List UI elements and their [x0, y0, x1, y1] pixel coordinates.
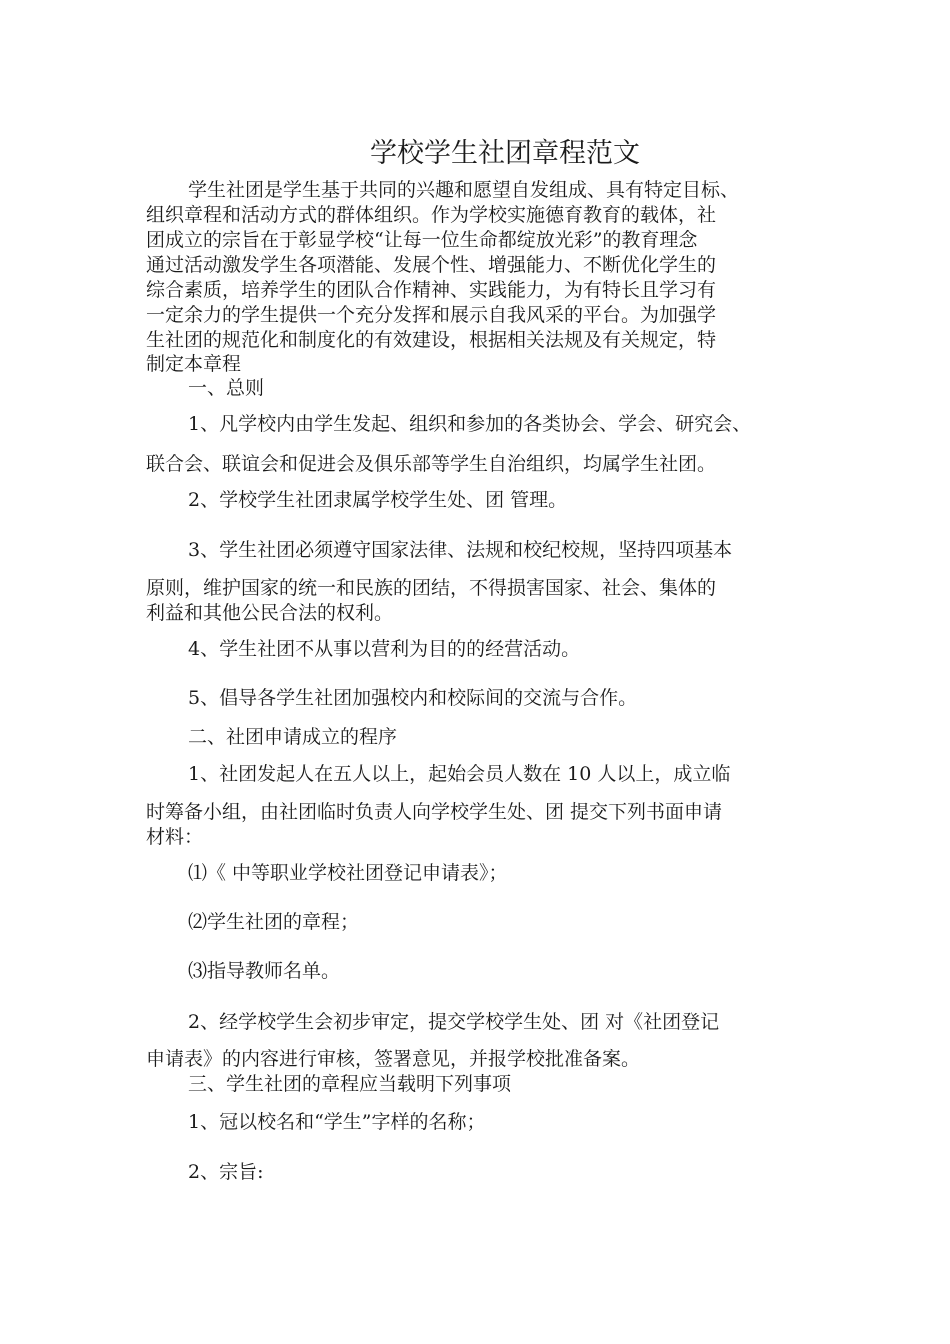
paragraph-line: 2、宗旨:	[188, 1161, 264, 1183]
paragraph-line: 1、凡学校内由学生发起、组织和参加的各类协会、学会、研究会、	[188, 413, 752, 435]
paragraph-line: 时筹备小组，由社团临时负责人向学校学生处、团 提交下列书面申请	[146, 801, 723, 823]
intro-line: 生社团的规范化和制度化的有效建设，根据相关法规及有关规定，特	[146, 329, 717, 351]
intro-line: 团成立的宗旨在于彰显学校“让每一位生命都绽放光彩”的教育理念	[146, 229, 698, 251]
paragraph-line: 1、社团发起人在五人以上，起始会员人数在 10 人以上，成立临	[188, 763, 731, 785]
paragraph-line: 3、学生社团必须遵守国家法律、法规和校纪校规，坚持四项基本	[188, 539, 733, 561]
intro-line: 制定本章程	[146, 353, 242, 375]
list-item: ⑴《 中等职业学校社团登记申请表》；	[188, 862, 508, 884]
paragraph-line: 4、学生社团不从事以营利为目的的经营活动。	[188, 638, 581, 660]
section-heading: 一、总则	[188, 377, 265, 399]
intro-line: 学生社团是学生基于共同的兴趣和愿望自发组成、具有特定目标、	[188, 179, 740, 201]
paragraph-line: 联合会、联谊会和促进会及俱乐部等学生自治组织，均属学生社团。	[146, 453, 717, 475]
paragraph-line: 2、学校学生社团隶属学校学生处、团 管理。	[188, 489, 568, 511]
intro-line: 一定余力的学生提供一个充分发挥和展示自我风采的平台。为加强学	[146, 304, 717, 326]
document-title: 学校学生社团章程范文	[370, 138, 640, 169]
section-heading: 三、学生社团的章程应当载明下列事项	[188, 1073, 512, 1095]
list-item: ⑵学生社团的章程；	[188, 911, 360, 933]
paragraph-line: 2、经学校学生会初步审定，提交学校学生处、团 对《社团登记	[188, 1011, 720, 1033]
list-item: ⑶指导教师名单。	[188, 960, 341, 982]
intro-line: 组织章程和活动方式的群体组织。作为学校实施德育教育的载体，社	[146, 204, 717, 226]
paragraph-line: 1、冠以校名和“学生”字样的名称；	[188, 1111, 486, 1133]
intro-line: 通过活动激发学生各项潜能、发展个性、增强能力、不断优化学生的	[146, 254, 717, 276]
paragraph-line: 利益和其他公民合法的权利。	[146, 602, 394, 624]
paragraph-line: 5、倡导各学生社团加强校内和校际间的交流与合作。	[188, 687, 638, 709]
intro-line: 综合素质，培养学生的团队合作精神、实践能力，为有特长且学习有	[146, 279, 717, 301]
paragraph-line: 材料：	[146, 826, 204, 848]
paragraph-line: 申请表》的内容进行审核，签署意见，并报学校批准备案。	[146, 1048, 641, 1070]
section-heading: 二、社团申请成立的程序	[188, 726, 398, 748]
paragraph-line: 原则，维护国家的统一和民族的团结，不得损害国家、社会、集体的	[146, 577, 717, 599]
